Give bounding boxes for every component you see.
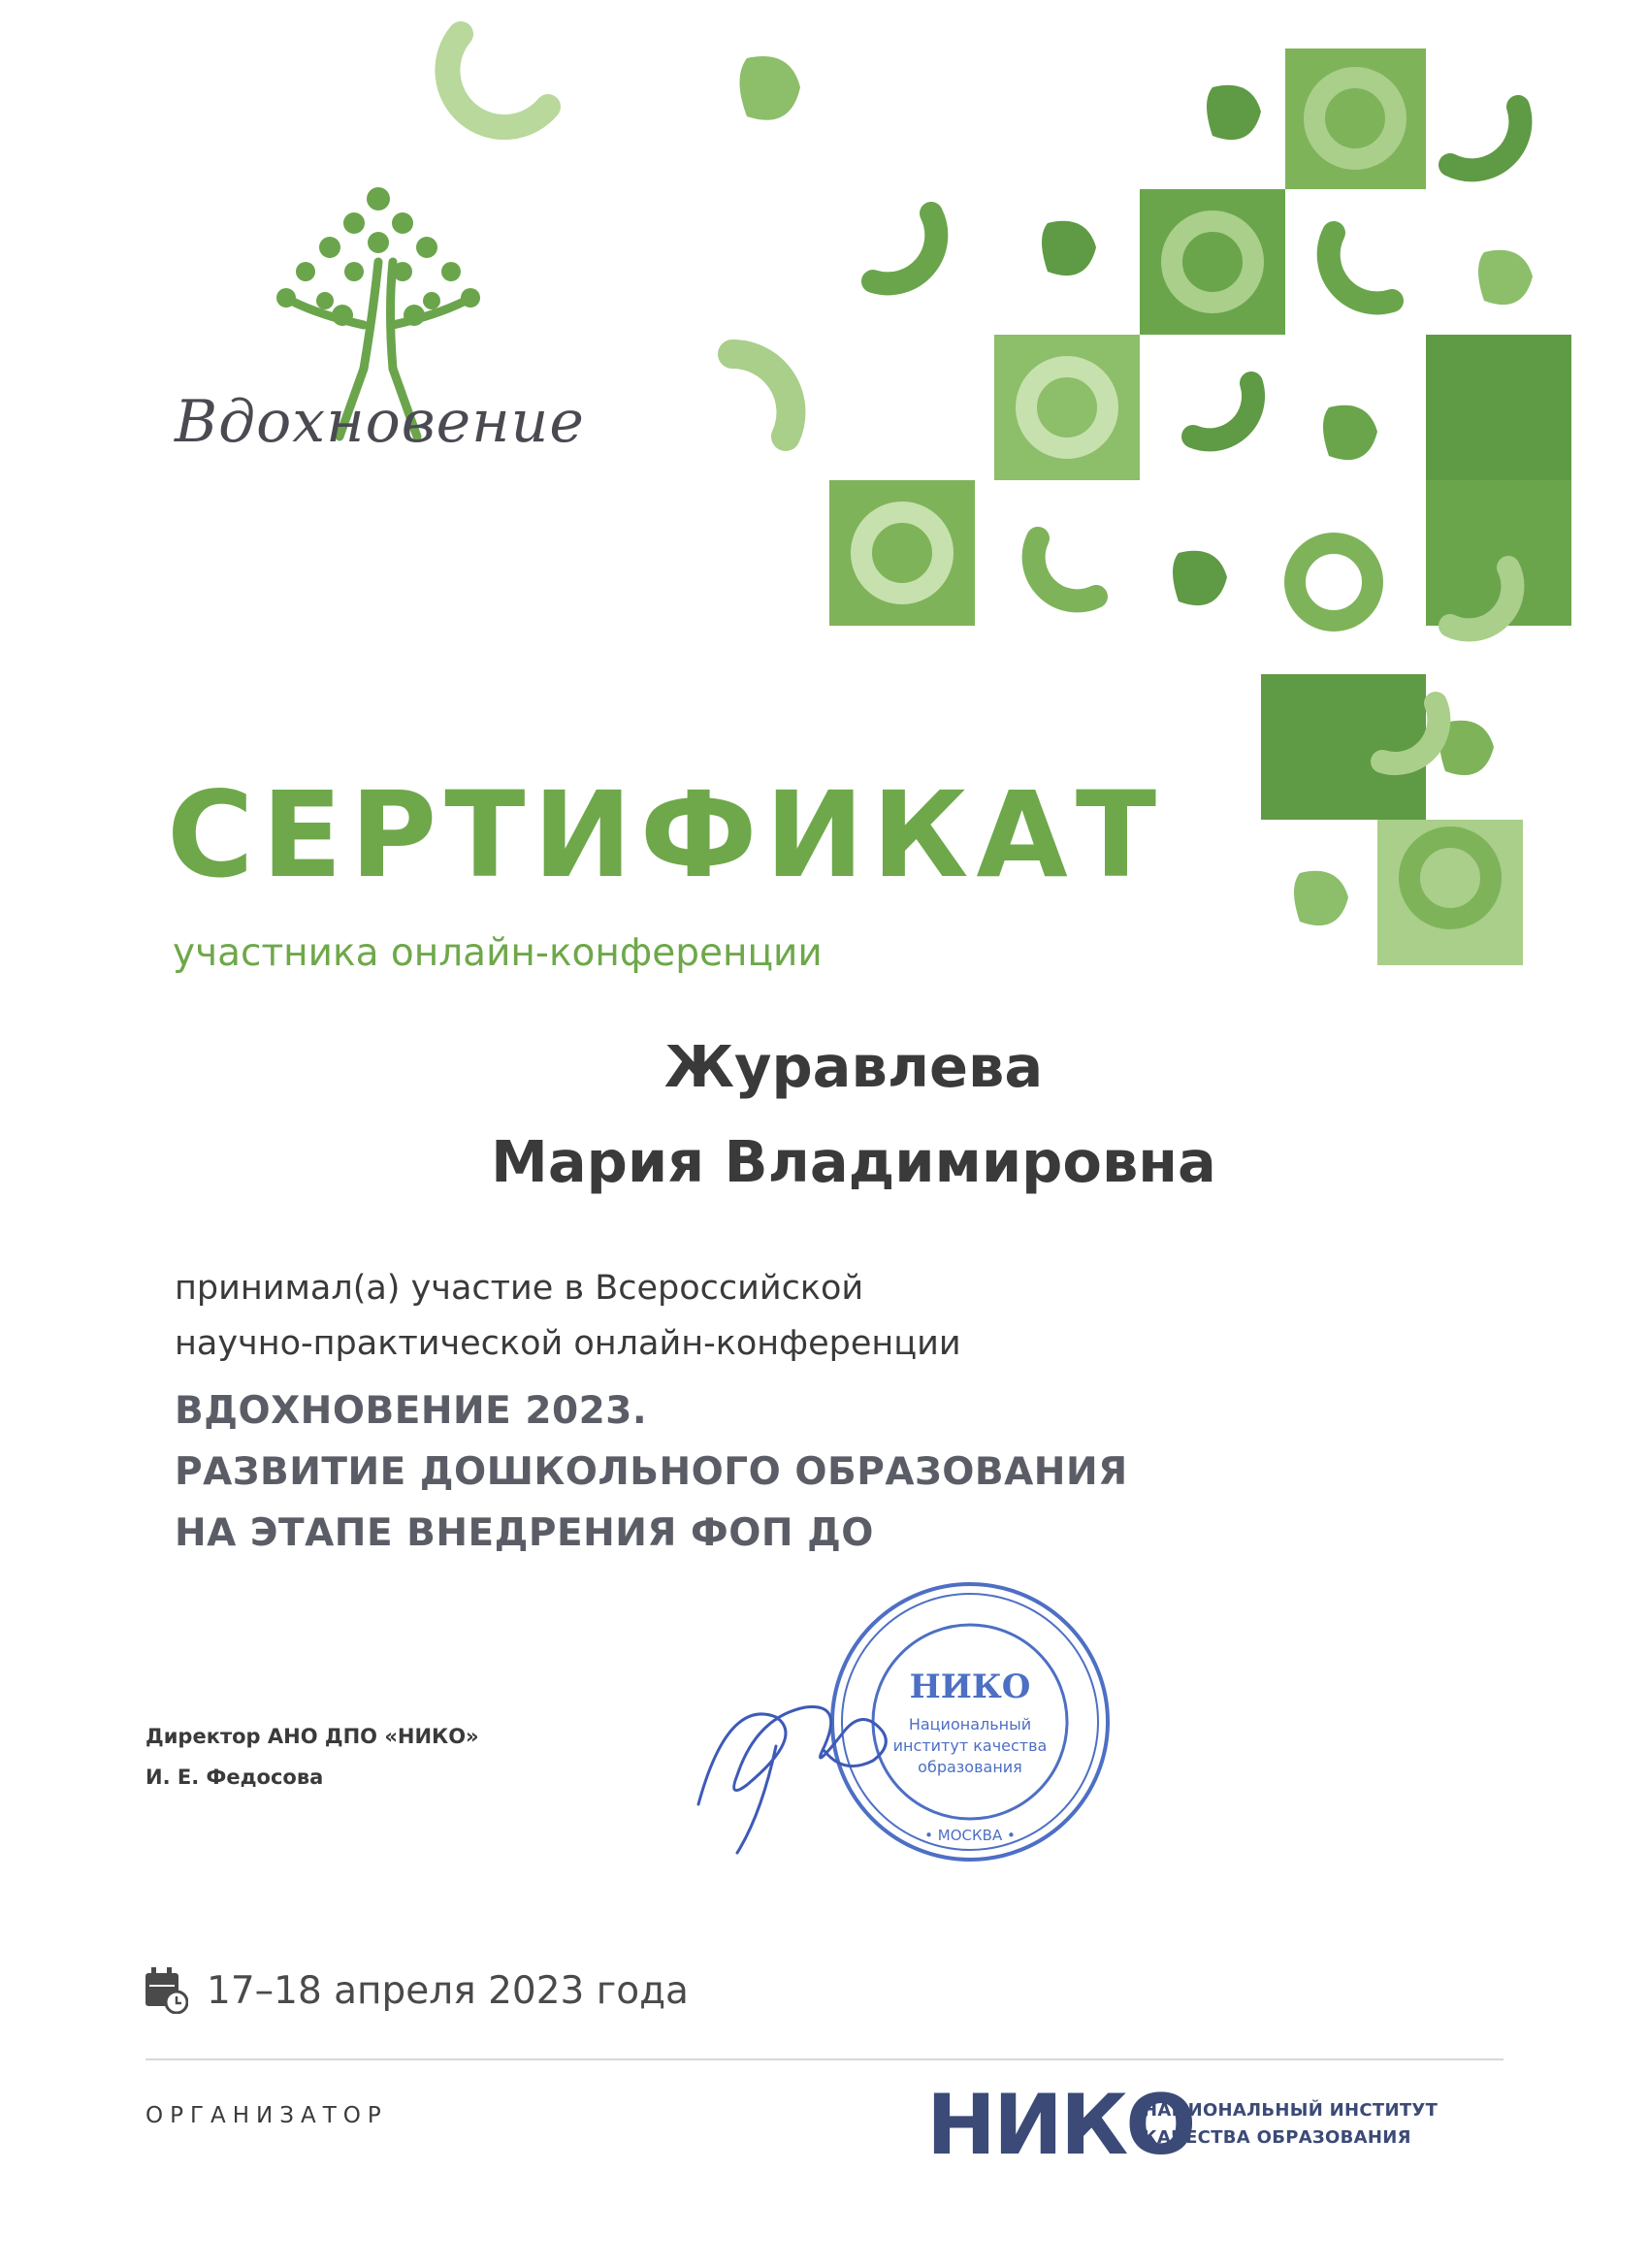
conference-title-line-3: НА ЭТАПЕ ВНЕДРЕНИЯ ФОП ДО [175, 1511, 874, 1555]
conference-title-line-1: ВДОХНОВЕНИЕ 2023. [175, 1389, 648, 1433]
calendar-clock-icon [144, 1965, 188, 2014]
certificate-subtitle: участника онлайн-конференции [173, 931, 823, 975]
event-date: 17–18 апреля 2023 года [207, 1969, 689, 2013]
body-text-line-1: принимал(а) участие в Всероссийской [175, 1269, 864, 1308]
recipient-surname: Журавлева [663, 1033, 1044, 1100]
stamp-title: НИКО [909, 1668, 1031, 1706]
footer-divider [146, 2058, 1504, 2060]
niko-logo: НИКО [926, 2077, 1194, 2174]
signatory-position: Директор АНО ДПО «НИКО» [146, 1725, 479, 1748]
body-text-line-2: научно-практической онлайн-конференции [175, 1324, 961, 1363]
niko-full-name-line-1: НАЦИОНАЛЬНЫЙ ИНСТИТУТ [1143, 2100, 1439, 2121]
stamp-line-3: образования [918, 1758, 1022, 1776]
handwritten-signature [679, 1669, 922, 1863]
organizer-label: ОРГАНИЗАТОР [146, 2103, 388, 2128]
logo-wordmark: Вдохновение [175, 388, 585, 456]
conference-title-line-2: РАЗВИТИЕ ДОШКОЛЬНОГО ОБРАЗОВАНИЯ [175, 1450, 1128, 1494]
stamp-line-2: институт качества [892, 1736, 1048, 1755]
stamp-city: • МОСКВА • [924, 1827, 1016, 1844]
niko-full-name-line-2: КАЧЕСТВА ОБРАЗОВАНИЯ [1143, 2127, 1411, 2148]
stamp-line-1: Национальный [908, 1715, 1032, 1733]
signatory-name: И. Е. Федосова [146, 1766, 324, 1789]
certificate-title: СЕРТИФИКАТ [167, 766, 1165, 904]
recipient-given-names: Мария Владимировна [491, 1128, 1216, 1195]
